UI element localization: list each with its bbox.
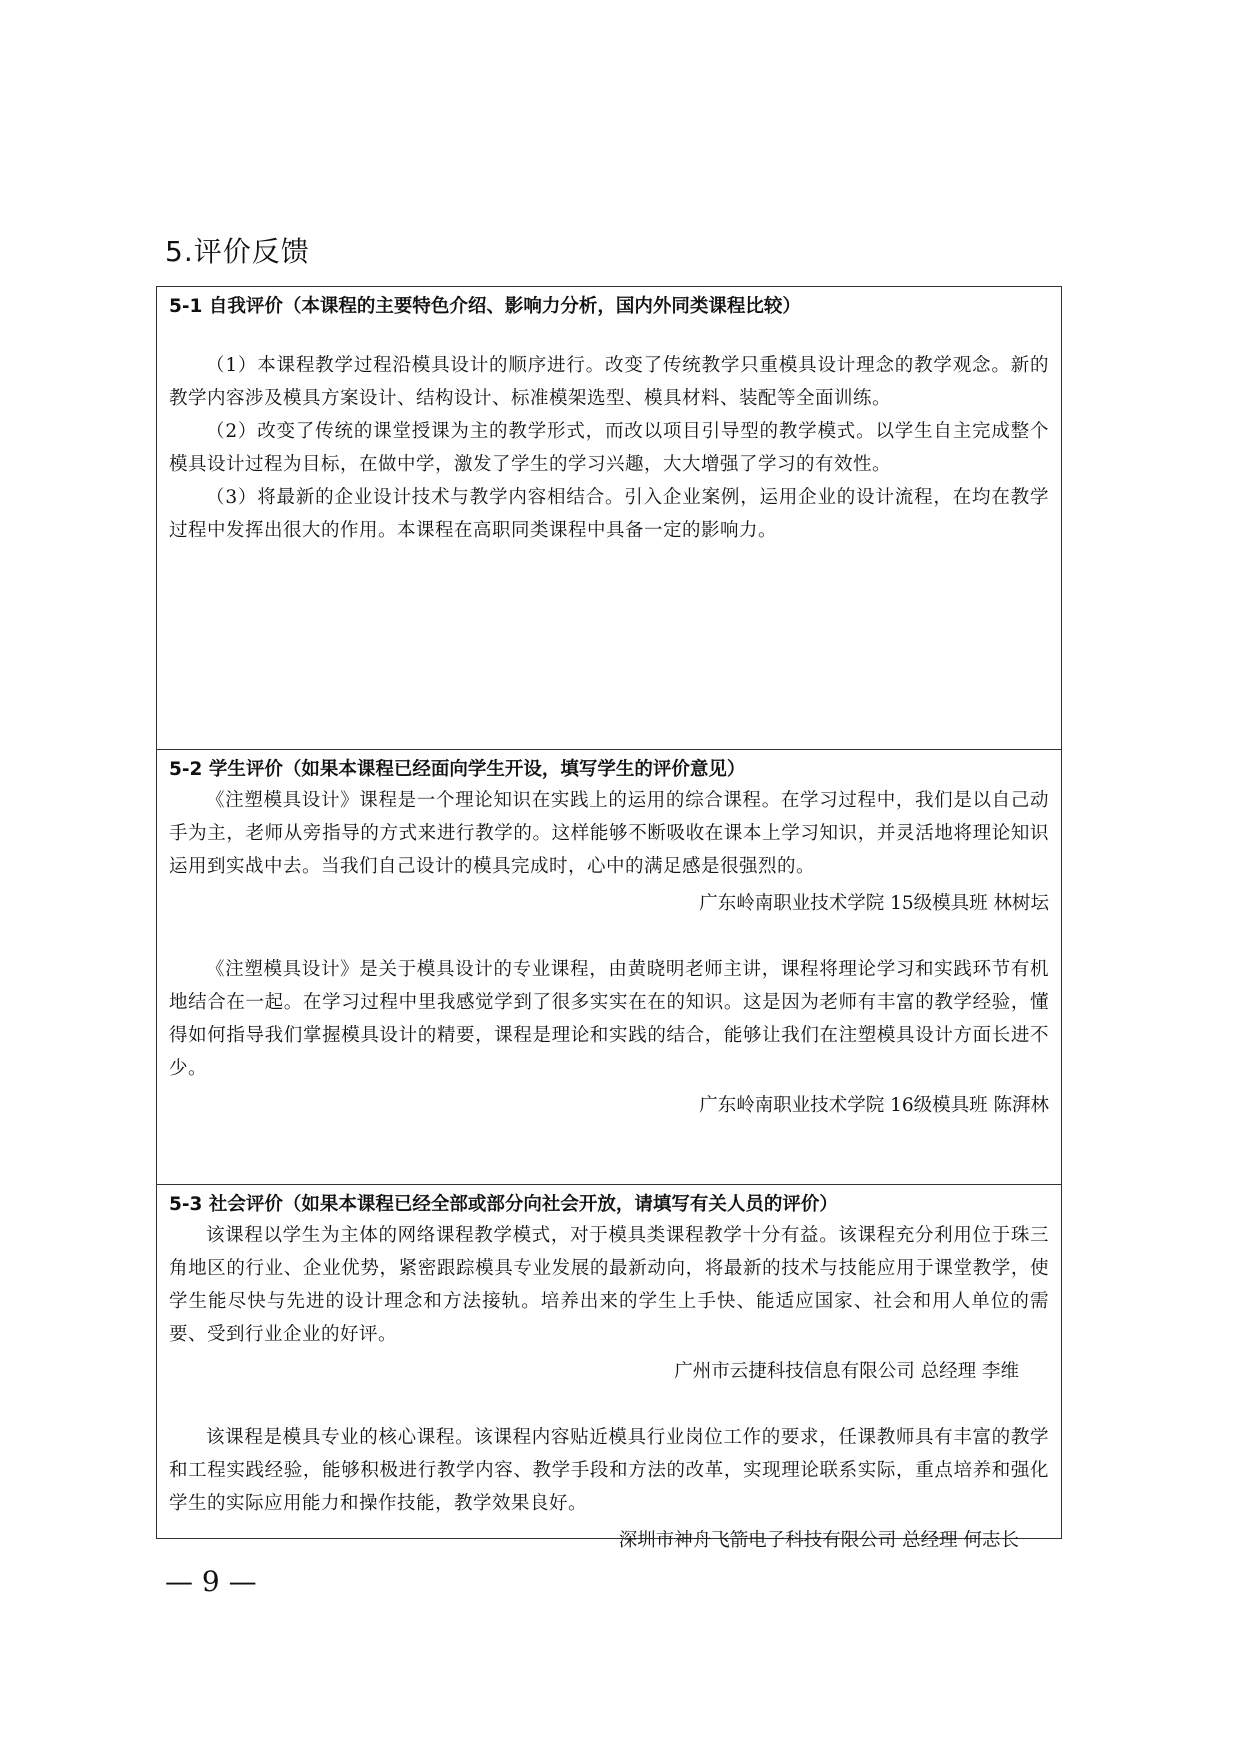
student-comment-2: 《注塑模具设计》是关于模具设计的专业课程，由黄晓明老师主讲，课程将理论学习和实践环节有机地结合在一起。在学习过程中里我感觉学到了很多实实在在的知识。这是因为老师有丰富的教学经验，懂得如何指导我们掌握模具设计的精要，课程是理论和实践的结合，能够让我们在注塑模具设计方面长进不少。	[169, 959, 1049, 1079]
section-heading: 5.评价反馈	[165, 235, 310, 268]
social-signature-1: 广州市云捷科技信息有限公司 总经理 李维	[674, 1361, 1019, 1382]
student-signature-2: 广东岭南职业技术学院 16级模具班 陈湃林	[699, 1095, 1049, 1116]
self-evaluation-section	[157, 287, 1061, 749]
social-evaluation-title: 5-3 社会评价（如果本课程已经全部或部分向社会开放，请填写有关人员的评价）	[169, 1194, 838, 1215]
social-comment-2: 该课程是模具专业的核心课程。该课程内容贴近模具行业岗位工作的要求，任课教师具有丰富的教学和工程实践经验，能够积极进行教学内容、教学手段和方法的改革，实现理论联系实际，重点培养和强化学生的实际应用能力和操作技能，教学效果良好。	[169, 1427, 1049, 1514]
self-evaluation-title: 5-1 自我评价（本课程的主要特色介绍、影响力分析，国内外同类课程比较）	[169, 296, 801, 317]
student-evaluation-title: 5-2 学生评价（如果本课程已经面向学生开设，填写学生的评价意见）	[169, 759, 746, 780]
social-signature-2: 深圳市神舟飞箭电子科技有限公司 总经理 何志长	[618, 1530, 1019, 1551]
student-comment-1: 《注塑模具设计》课程是一个理论知识在实践上的运用的综合课程。在学习过程中，我们是以自己动手为主，老师从旁指导的方式来进行教学的。这样能够不断吸收在课本上学习知识，并灵活地将理论知识运用到实战中去。当我们自己设计的模具完成时，心中的满足感是很强烈的。	[169, 790, 1049, 877]
social-evaluation-section	[157, 1184, 1061, 1551]
self-evaluation-paragraph-3: （3）将最新的企业设计技术与教学内容相结合。引入企业案例，运用企业的设计流程，在均在教学过程中发挥出很大的作用。本课程在高职同类课程中具备一定的影响力。	[169, 487, 1049, 541]
evaluation-table	[156, 286, 1062, 1551]
self-evaluation-paragraph-1: （1）本课程教学过程沿模具设计的顺序进行。改变了传统教学只重模具设计理念的教学观念。新的教学内容涉及模具方案设计、结构设计、标准模架选型、模具材料、装配等全面训练。	[169, 355, 1049, 409]
spacer	[169, 1388, 1049, 1421]
student-signature-1: 广东岭南职业技术学院 15级模具班 林树坛	[699, 893, 1049, 914]
spacer	[169, 920, 1049, 953]
self-evaluation-paragraph-2: （2）改变了传统的课堂授课为主的教学形式，而改以项目引导型的教学模式。以学生自主完成整个模具设计过程为目标，在做中学，激发了学生的学习兴趣，大大增强了学习的有效性。	[169, 421, 1049, 475]
social-comment-1: 该课程以学生为主体的网络课程教学模式，对于模具类课程教学十分有益。该课程充分利用位于珠三角地区的行业、企业优势，紧密跟踪模具专业发展的最新动向，将最新的技术与技能应用于课堂教学，使学生能尽快与先进的设计理念和方法接轨。培养出来的学生上手快、能适应国家、社会和用人单位的需要、受到行业企业的好评。	[169, 1225, 1049, 1345]
page-number: — 9 —	[165, 1565, 257, 1598]
student-evaluation-section	[157, 749, 1061, 1184]
